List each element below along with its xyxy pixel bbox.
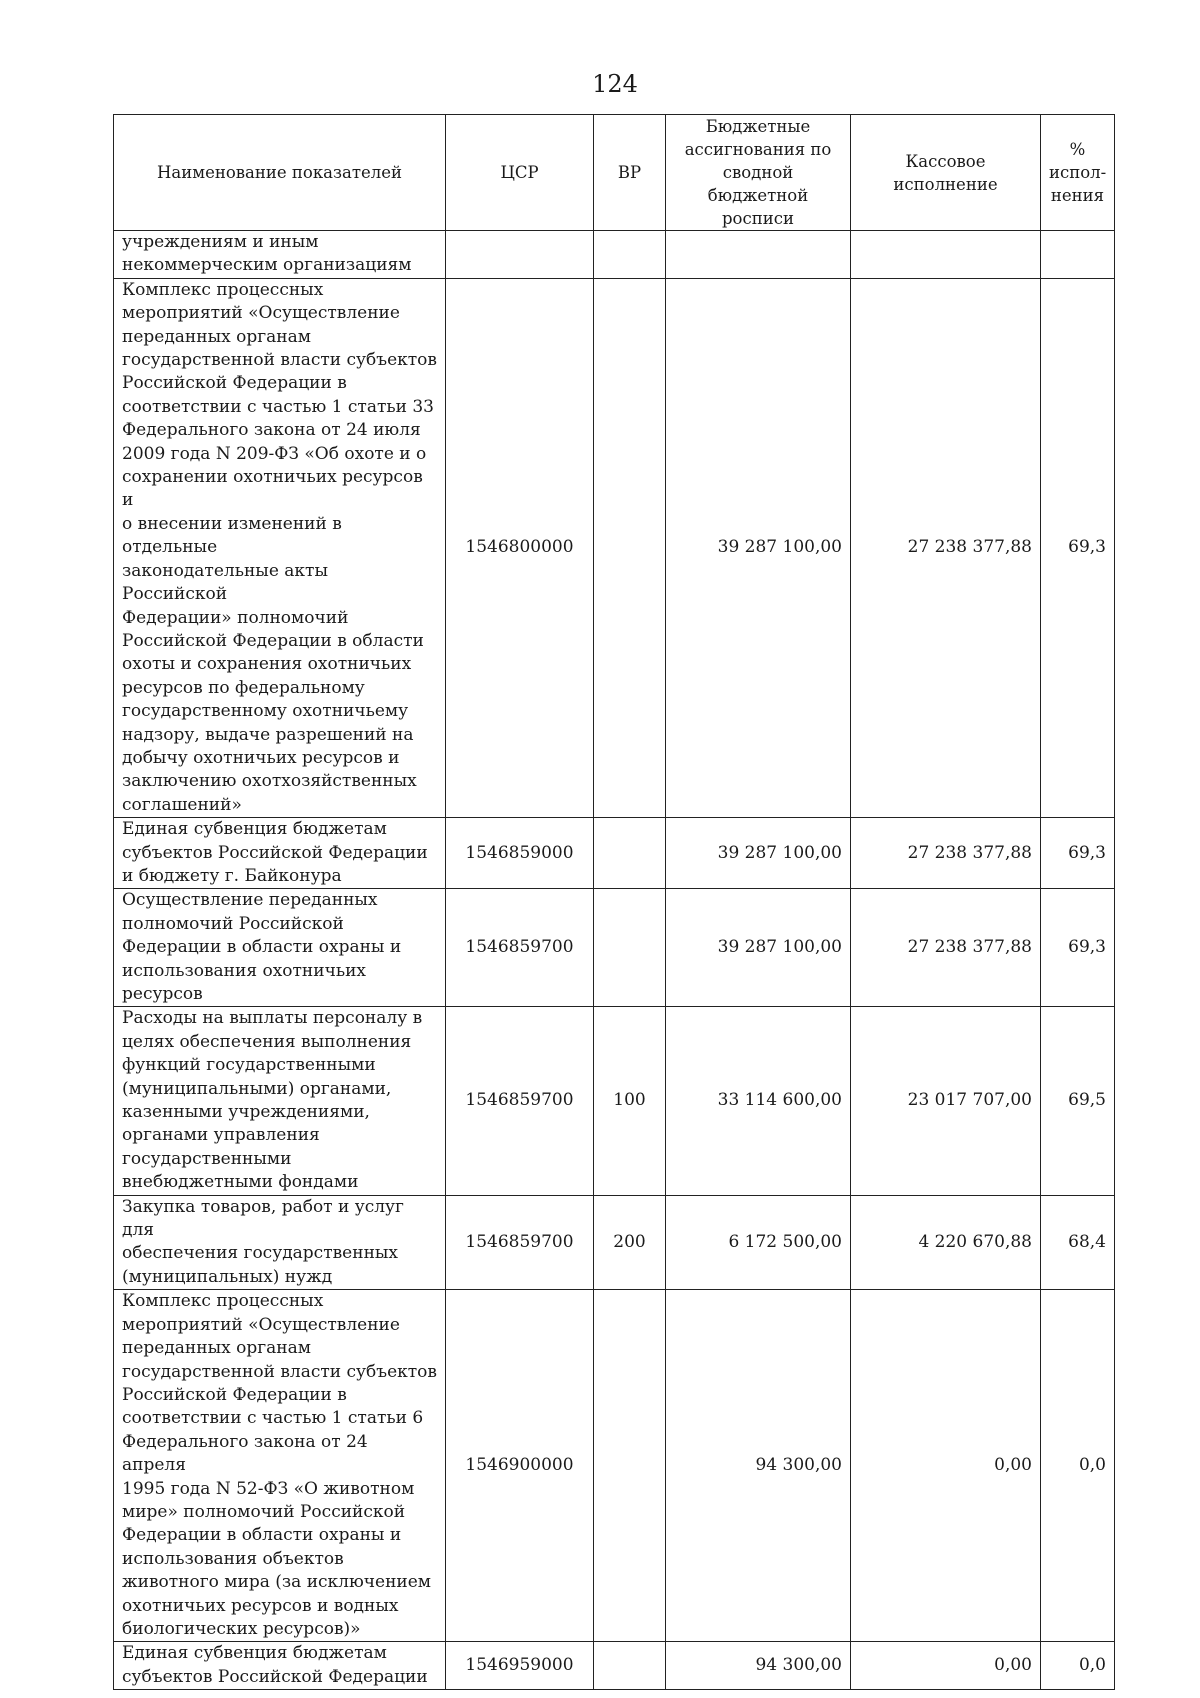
row-percent: 69,3 [1041, 818, 1115, 889]
row-name-line: Федерального закона от 24 июля [122, 420, 421, 441]
row-name-line: соответствии с частью 1 статьи 33 [122, 396, 434, 417]
row-percent: 69,3 [1041, 278, 1115, 817]
row-name-line: законодательные акты Российской [122, 560, 328, 605]
row-name [114, 1642, 446, 1690]
row-budget: 39 287 100,00 [666, 278, 851, 817]
row-name-line: и бюджету г. Байконура [122, 865, 342, 886]
row-name-line: государственному охотничьему [122, 701, 409, 722]
row-name-line: животного мира (за исключением [122, 1572, 432, 1593]
table-body [114, 231, 1115, 1690]
header-csr: ЦСР [446, 115, 594, 231]
row-vr: 100 [594, 1007, 666, 1195]
row-percent: 0,0 [1041, 1290, 1115, 1642]
row-name [114, 1007, 446, 1195]
table-row [114, 1290, 1115, 1642]
row-csr: 1546900000 [446, 1290, 594, 1642]
row-name-line: мероприятий «Осуществление [122, 303, 400, 324]
row-csr: 1546859700 [446, 889, 594, 1007]
row-percent: 69,5 [1041, 1007, 1115, 1195]
table-row [114, 818, 1115, 889]
row-name-line: функций государственными [122, 1055, 376, 1076]
row-percent: 68,4 [1041, 1195, 1115, 1290]
row-name-line: 1995 года N 52-ФЗ «О животном [122, 1478, 415, 1499]
row-name-line: Федерального закона от 24 апреля [122, 1431, 368, 1476]
table-row [114, 889, 1115, 1007]
row-name [114, 231, 446, 279]
row-name-line: обеспечения государственных [122, 1243, 399, 1264]
header-name: Наименование показателей [114, 115, 446, 231]
row-name-line: заключению охотхозяйственных [122, 771, 417, 792]
row-cash [851, 231, 1041, 279]
row-vr [594, 1642, 666, 1690]
header-percent: % испол- нения [1041, 115, 1115, 231]
row-budget: 39 287 100,00 [666, 889, 851, 1007]
row-name-line: использования охотничьих [122, 960, 367, 981]
row-csr: 1546800000 [446, 278, 594, 817]
row-name-line: надзору, выдаче разрешений на [122, 724, 414, 745]
budget-execution-table [113, 114, 1115, 1690]
row-cash: 0,00 [851, 1290, 1041, 1642]
row-percent: 0,0 [1041, 1642, 1115, 1690]
row-name-line: ресурсов [122, 984, 203, 1004]
row-csr: 1546859000 [446, 818, 594, 889]
row-csr: 1546859700 [446, 1007, 594, 1195]
row-cash: 27 238 377,88 [851, 889, 1041, 1007]
row-name-line: субъектов Российской Федерации [122, 1666, 428, 1687]
row-name-line: Федерации в области охраны и [122, 937, 402, 958]
row-cash: 27 238 377,88 [851, 278, 1041, 817]
row-budget: 6 172 500,00 [666, 1195, 851, 1290]
row-name-line: соответствии с частью 1 статьи 6 [122, 1408, 424, 1429]
row-percent: 69,3 [1041, 889, 1115, 1007]
row-budget: 39 287 100,00 [666, 818, 851, 889]
row-vr: 200 [594, 1195, 666, 1290]
header-budget: Бюджетные ассигнования по сводной бюджетной росписи [666, 115, 851, 231]
row-name-line: использования объектов [122, 1548, 344, 1569]
table-row [114, 231, 1115, 279]
row-vr [594, 278, 666, 817]
row-name-line: казенными учреждениями, [122, 1102, 370, 1123]
table-header-row [114, 115, 1115, 231]
row-name-line: Федерации» полномочий [122, 607, 349, 628]
row-cash: 0,00 [851, 1642, 1041, 1690]
row-name-line: сохранении охотничьих ресурсов и [122, 467, 423, 511]
row-name-line: Комплекс процессных [122, 1291, 324, 1312]
row-name-line: (муниципальными) органами, [122, 1078, 392, 1099]
row-name-line: Российской Федерации в [122, 1384, 347, 1405]
row-name-line: органами управления [122, 1125, 320, 1146]
row-name-line: добычу охотничьих ресурсов и [122, 747, 400, 768]
row-name-line: переданных органам [122, 326, 311, 347]
row-name [114, 1195, 446, 1290]
row-percent [1041, 231, 1115, 279]
row-name [114, 1290, 446, 1642]
row-vr [594, 818, 666, 889]
row-cash: 4 220 670,88 [851, 1195, 1041, 1290]
row-name-line: Российской Федерации в области [122, 630, 424, 651]
row-name-line: Российской Федерации в [122, 373, 347, 394]
row-name [114, 278, 446, 817]
row-name [114, 818, 446, 889]
row-name-line: ресурсов по федеральному [122, 677, 365, 698]
row-name [114, 889, 446, 1007]
row-name-line: Федерации в области охраны и [122, 1525, 402, 1546]
row-name-line: некоммерческим организациям [122, 255, 412, 276]
row-name-line: переданных органам [122, 1338, 311, 1359]
row-name-line: Расходы на выплаты персоналу в [122, 1008, 423, 1029]
row-csr [446, 231, 594, 279]
row-name-line: биологических ресурсов)» [122, 1618, 361, 1639]
row-csr: 1546959000 [446, 1642, 594, 1690]
row-name-line: охотничьих ресурсов и водных [122, 1595, 399, 1616]
row-csr: 1546859700 [446, 1195, 594, 1290]
row-name-line: Единая субвенция бюджетам [122, 819, 387, 840]
row-name-line: полномочий Российской [122, 913, 344, 934]
row-name-line: государственной власти субъектов [122, 350, 437, 371]
row-cash: 23 017 707,00 [851, 1007, 1041, 1195]
row-budget [666, 231, 851, 279]
header-vr: ВР [594, 115, 666, 231]
row-vr [594, 1290, 666, 1642]
row-name-line: 2009 года N 209-ФЗ «Об охоте и о [122, 443, 427, 464]
table-row [114, 278, 1115, 817]
row-name-line: Осуществление переданных [122, 890, 378, 911]
row-name-line: Единая субвенция бюджетам [122, 1643, 387, 1664]
row-name-line: учреждениям и иным [122, 232, 319, 252]
row-name-line: субъектов Российской Федерации [122, 842, 428, 863]
row-name-line: мире» полномочий Российской [122, 1501, 406, 1522]
row-budget: 94 300,00 [666, 1642, 851, 1690]
row-name-line: внебюджетными фондами [122, 1172, 359, 1193]
row-name-line: (муниципальных) нужд [122, 1266, 333, 1287]
table-row [114, 1642, 1115, 1690]
row-name-line: государственной власти субъектов [122, 1361, 437, 1382]
row-name-line: охоты и сохранения охотничьих [122, 654, 412, 675]
row-name-line: Комплекс процессных [122, 279, 324, 300]
row-vr [594, 889, 666, 1007]
row-budget: 94 300,00 [666, 1290, 851, 1642]
table-row [114, 1007, 1115, 1195]
table-row [114, 1195, 1115, 1290]
page-number: 124 [592, 70, 638, 98]
header-cash: Кассовое исполнение [851, 115, 1041, 231]
row-budget: 33 114 600,00 [666, 1007, 851, 1195]
row-name-line: соглашений» [122, 794, 242, 815]
row-name-line: Закупка товаров, работ и услуг для [122, 1196, 404, 1241]
row-name-line: о внесении изменений в отдельные [122, 513, 342, 558]
row-name-line: мероприятий «Осуществление [122, 1314, 400, 1335]
row-name-line: государственными [122, 1148, 292, 1169]
row-name-line: целях обеспечения выполнения [122, 1031, 412, 1052]
row-vr [594, 231, 666, 279]
row-cash: 27 238 377,88 [851, 818, 1041, 889]
